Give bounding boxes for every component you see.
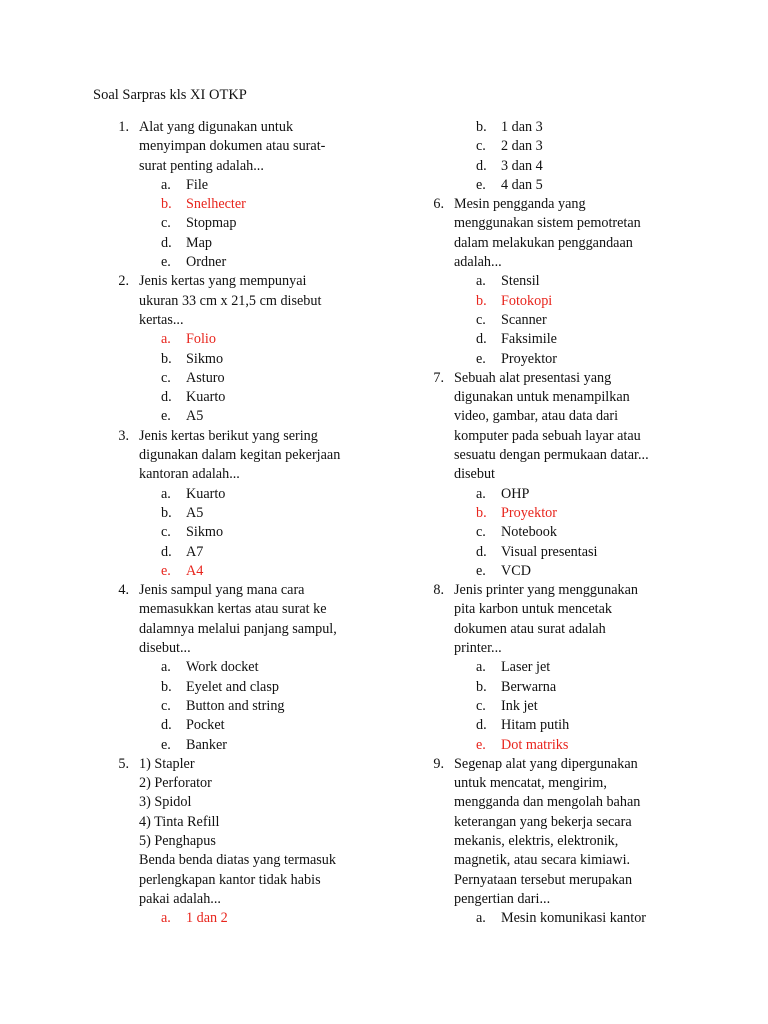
option-letter: b. bbox=[161, 196, 172, 213]
option-letter: a. bbox=[476, 485, 486, 502]
option-letter: d. bbox=[476, 543, 487, 560]
option-text: Stopmap bbox=[186, 215, 237, 232]
page-title: Soal Sarpras kls XI OTKP bbox=[93, 87, 247, 103]
option-item bbox=[139, 369, 390, 388]
option-item bbox=[454, 311, 680, 330]
question-text-line: mengganda dan mengolah bahan bbox=[454, 794, 641, 811]
option-item bbox=[139, 736, 390, 755]
option-text: Ink jet bbox=[501, 697, 538, 714]
option-letter: a. bbox=[476, 273, 486, 290]
option-item bbox=[454, 485, 680, 504]
option-list bbox=[139, 176, 390, 272]
option-text: 3 dan 4 bbox=[501, 157, 543, 174]
option-letter: c. bbox=[476, 138, 486, 155]
question-text-line: Jenis kertas yang mempunyai bbox=[139, 273, 307, 290]
option-letter: d. bbox=[161, 389, 172, 406]
question-number: 3. bbox=[118, 427, 129, 444]
option-item-answer bbox=[139, 195, 390, 214]
option-item bbox=[454, 118, 680, 137]
option-text: OHP bbox=[501, 485, 530, 502]
option-item bbox=[139, 350, 390, 369]
option-letter: d. bbox=[161, 717, 172, 734]
option-text: Faksimile bbox=[501, 331, 557, 348]
question-number: 2. bbox=[118, 273, 129, 290]
question-text-line: 2) Perforator bbox=[139, 775, 212, 792]
question-text-line: dalamnya melalui panjang sampul, bbox=[139, 620, 337, 637]
question-text-line: menyimpan dokumen atau surat- bbox=[139, 138, 326, 155]
option-letter: b. bbox=[476, 119, 487, 135]
question-text-line: 3) Spidol bbox=[139, 794, 192, 811]
option-list bbox=[454, 485, 680, 581]
option-text: A4 bbox=[186, 562, 204, 579]
option-text: Berwarna bbox=[501, 678, 557, 695]
question-text-line: digunakan dalam kegitan pekerjaan bbox=[139, 447, 341, 464]
question-text-line: keterangan yang bekerja secara bbox=[454, 813, 632, 830]
option-item bbox=[139, 176, 390, 195]
option-letter: c. bbox=[476, 697, 486, 714]
option-text: 2 dan 3 bbox=[501, 138, 543, 155]
option-text: Fotokopi bbox=[501, 292, 553, 309]
option-text: Eyelet and clasp bbox=[186, 678, 279, 695]
option-text: Scanner bbox=[501, 311, 547, 328]
option-item bbox=[139, 658, 390, 677]
question-text-line: magnetik, atau secara kimiawi. bbox=[454, 852, 631, 869]
option-letter: a. bbox=[476, 910, 486, 927]
option-text: Visual presentasi bbox=[501, 543, 598, 560]
option-letter: c. bbox=[161, 524, 171, 541]
option-item bbox=[139, 678, 390, 697]
option-text: Map bbox=[186, 234, 213, 251]
option-item-answer bbox=[139, 330, 390, 349]
option-letter: e. bbox=[161, 408, 171, 425]
option-text: Button and string bbox=[186, 697, 285, 714]
option-text: Asturo bbox=[186, 369, 225, 386]
option-letter: a. bbox=[161, 176, 171, 193]
option-item-answer bbox=[454, 504, 680, 523]
option-text: Snelhecter bbox=[186, 196, 246, 213]
question-item bbox=[410, 369, 680, 581]
option-item bbox=[139, 716, 390, 735]
question-text-line: memasukkan kertas atau surat ke bbox=[139, 601, 327, 618]
option-list bbox=[454, 909, 680, 928]
question-text-line: Jenis sampul yang mana cara bbox=[139, 582, 305, 599]
question-text-line: 5) Penghapus bbox=[139, 832, 216, 849]
option-text: Sikmo bbox=[186, 350, 224, 367]
question-text-line: digunakan untuk menampilkan bbox=[454, 389, 630, 406]
question-number: 6. bbox=[433, 196, 444, 213]
option-item bbox=[454, 909, 680, 928]
question-text-line: Alat yang digunakan untuk bbox=[139, 119, 294, 135]
option-letter: d. bbox=[476, 717, 487, 734]
option-item bbox=[454, 678, 680, 697]
question-text-line: Pernyataan tersebut merupakan bbox=[454, 871, 633, 888]
option-letter: c. bbox=[476, 524, 486, 541]
question-text-line: menggunakan sistem pemotretan bbox=[454, 215, 641, 232]
option-text: A5 bbox=[186, 408, 204, 425]
option-list bbox=[139, 658, 390, 754]
option-text: Proyektor bbox=[501, 504, 557, 521]
question-text-line: video, gambar, atau data dari bbox=[454, 408, 619, 425]
option-item bbox=[139, 253, 390, 272]
option-list bbox=[454, 272, 680, 368]
option-letter: a. bbox=[161, 485, 171, 502]
option-list bbox=[139, 330, 390, 426]
option-text: A5 bbox=[186, 504, 204, 521]
option-text: 1 dan 2 bbox=[186, 910, 228, 927]
question-item bbox=[95, 272, 390, 426]
option-item bbox=[454, 157, 680, 176]
option-item bbox=[454, 350, 680, 369]
option-text: Ordner bbox=[186, 254, 227, 271]
question-number: 9. bbox=[433, 755, 444, 772]
option-list bbox=[139, 909, 390, 928]
option-item bbox=[139, 234, 390, 253]
option-text: Mesin komunikasi kantor bbox=[501, 910, 647, 927]
option-item bbox=[454, 658, 680, 677]
option-text: Banker bbox=[186, 736, 227, 753]
question-number: 7. bbox=[433, 369, 444, 386]
option-item-answer bbox=[139, 562, 390, 581]
option-letter: c. bbox=[476, 311, 486, 328]
question-text-line: komputer pada sebuah layar atau bbox=[454, 427, 641, 444]
option-text: Laser jet bbox=[501, 659, 551, 676]
question-text-line: Benda benda diatas yang termasuk bbox=[139, 852, 336, 869]
option-item bbox=[139, 485, 390, 504]
question-text-line: 4) Tinta Refill bbox=[139, 813, 220, 830]
option-item bbox=[454, 330, 680, 349]
question-text-line: ukuran 33 cm x 21,5 cm disebut bbox=[139, 292, 322, 309]
option-text: Dot matriks bbox=[501, 736, 569, 753]
question-text-line: dalam melakukan penggandaan bbox=[454, 234, 633, 251]
question-number: 1. bbox=[118, 119, 129, 135]
option-item bbox=[139, 543, 390, 562]
option-item bbox=[139, 504, 390, 523]
option-list bbox=[139, 485, 390, 581]
option-letter: a. bbox=[161, 331, 171, 348]
option-text: A7 bbox=[186, 543, 204, 560]
option-text: File bbox=[186, 176, 209, 193]
question-text-line: mekanis, elektris, elektronik, bbox=[454, 832, 619, 849]
question-item bbox=[95, 118, 390, 272]
option-item bbox=[454, 272, 680, 291]
question-text-line: surat penting adalah... bbox=[139, 157, 264, 174]
option-text: Sikmo bbox=[186, 524, 224, 541]
option-item bbox=[454, 176, 680, 195]
option-letter: e. bbox=[161, 254, 171, 271]
option-item bbox=[139, 697, 390, 716]
option-item bbox=[454, 543, 680, 562]
question-text-line: untuk mencatat, mengirim, bbox=[454, 775, 607, 792]
option-letter: a. bbox=[476, 659, 486, 676]
option-item bbox=[454, 697, 680, 716]
option-list bbox=[454, 118, 680, 195]
option-letter: c. bbox=[161, 215, 171, 232]
option-letter: d. bbox=[161, 234, 172, 251]
option-letter: a. bbox=[161, 659, 171, 676]
option-letter: b. bbox=[476, 678, 487, 695]
right-column bbox=[410, 118, 680, 928]
option-letter: d. bbox=[476, 331, 487, 348]
option-text: Folio bbox=[186, 331, 216, 348]
option-letter: e. bbox=[476, 176, 486, 193]
option-letter: e. bbox=[161, 736, 171, 753]
question-text-line: dokumen atau surat adalah bbox=[454, 620, 606, 637]
question-number: 4. bbox=[118, 582, 129, 599]
option-text: VCD bbox=[501, 562, 531, 579]
question-item bbox=[95, 427, 390, 581]
option-item bbox=[139, 214, 390, 233]
option-letter: b. bbox=[161, 678, 172, 695]
option-letter: b. bbox=[161, 504, 172, 521]
option-letter: e. bbox=[476, 350, 486, 367]
option-text: Hitam putih bbox=[501, 717, 570, 734]
question-number: 8. bbox=[433, 582, 444, 599]
option-letter: e. bbox=[476, 736, 486, 753]
question-text-line: 1) Stapler bbox=[139, 755, 195, 772]
option-item bbox=[139, 407, 390, 426]
question-item bbox=[410, 581, 680, 755]
question-text-line: Segenap alat yang dipergunakan bbox=[454, 755, 638, 772]
option-letter: b. bbox=[476, 504, 487, 521]
option-letter: d. bbox=[476, 157, 487, 174]
question-text-line: perlengkapan kantor tidak habis bbox=[139, 871, 321, 888]
option-item bbox=[454, 716, 680, 735]
question-text-line: kantoran adalah... bbox=[139, 466, 240, 483]
option-text: Kuarto bbox=[186, 485, 226, 502]
option-item bbox=[139, 388, 390, 407]
option-text: Pocket bbox=[186, 717, 225, 734]
option-letter: d. bbox=[161, 543, 172, 560]
option-letter: e. bbox=[161, 562, 171, 579]
option-text: Proyektor bbox=[501, 350, 557, 367]
option-text: 4 dan 5 bbox=[501, 176, 543, 193]
question-number: 5. bbox=[118, 755, 129, 772]
question-text-line: pakai adalah... bbox=[139, 890, 221, 907]
option-letter: c. bbox=[161, 369, 171, 386]
option-item bbox=[454, 137, 680, 156]
option-item bbox=[454, 523, 680, 542]
question-item bbox=[410, 755, 680, 929]
question-text-line: Jenis kertas berikut yang sering bbox=[139, 427, 318, 444]
option-letter: b. bbox=[476, 292, 487, 309]
question-text-line: printer... bbox=[454, 640, 502, 657]
option-text: 1 dan 3 bbox=[501, 119, 543, 135]
question-text-line: disebut bbox=[454, 466, 495, 483]
question-item bbox=[95, 755, 390, 929]
option-letter: a. bbox=[161, 910, 171, 927]
option-text: Work docket bbox=[186, 659, 259, 676]
option-list bbox=[454, 658, 680, 754]
question-item bbox=[95, 581, 390, 755]
option-item-answer bbox=[139, 909, 390, 928]
question-text-line: disebut... bbox=[139, 640, 191, 657]
question-text-line: Jenis printer yang menggunakan bbox=[454, 582, 638, 599]
option-item bbox=[139, 523, 390, 542]
question-item bbox=[410, 118, 680, 195]
option-item-answer bbox=[454, 292, 680, 311]
question-text-line: pengertian dari... bbox=[454, 890, 551, 907]
question-text-line: Mesin pengganda yang bbox=[454, 196, 586, 213]
question-item bbox=[410, 195, 680, 369]
question-text-line: sesuatu dengan permukaan datar... bbox=[454, 447, 649, 464]
option-text: Notebook bbox=[501, 524, 557, 541]
option-text: Stensil bbox=[501, 273, 540, 290]
option-item-answer bbox=[454, 736, 680, 755]
option-letter: b. bbox=[161, 350, 172, 367]
question-text-line: pita karbon untuk mencetak bbox=[454, 601, 612, 618]
question-text-line: Sebuah alat presentasi yang bbox=[454, 369, 612, 386]
option-letter: e. bbox=[476, 562, 486, 579]
question-text-line: adalah... bbox=[454, 254, 502, 271]
question-text-line: kertas... bbox=[139, 311, 184, 328]
option-letter: c. bbox=[161, 697, 171, 714]
option-text: Kuarto bbox=[186, 389, 226, 406]
option-item bbox=[454, 562, 680, 581]
left-column bbox=[95, 118, 390, 928]
